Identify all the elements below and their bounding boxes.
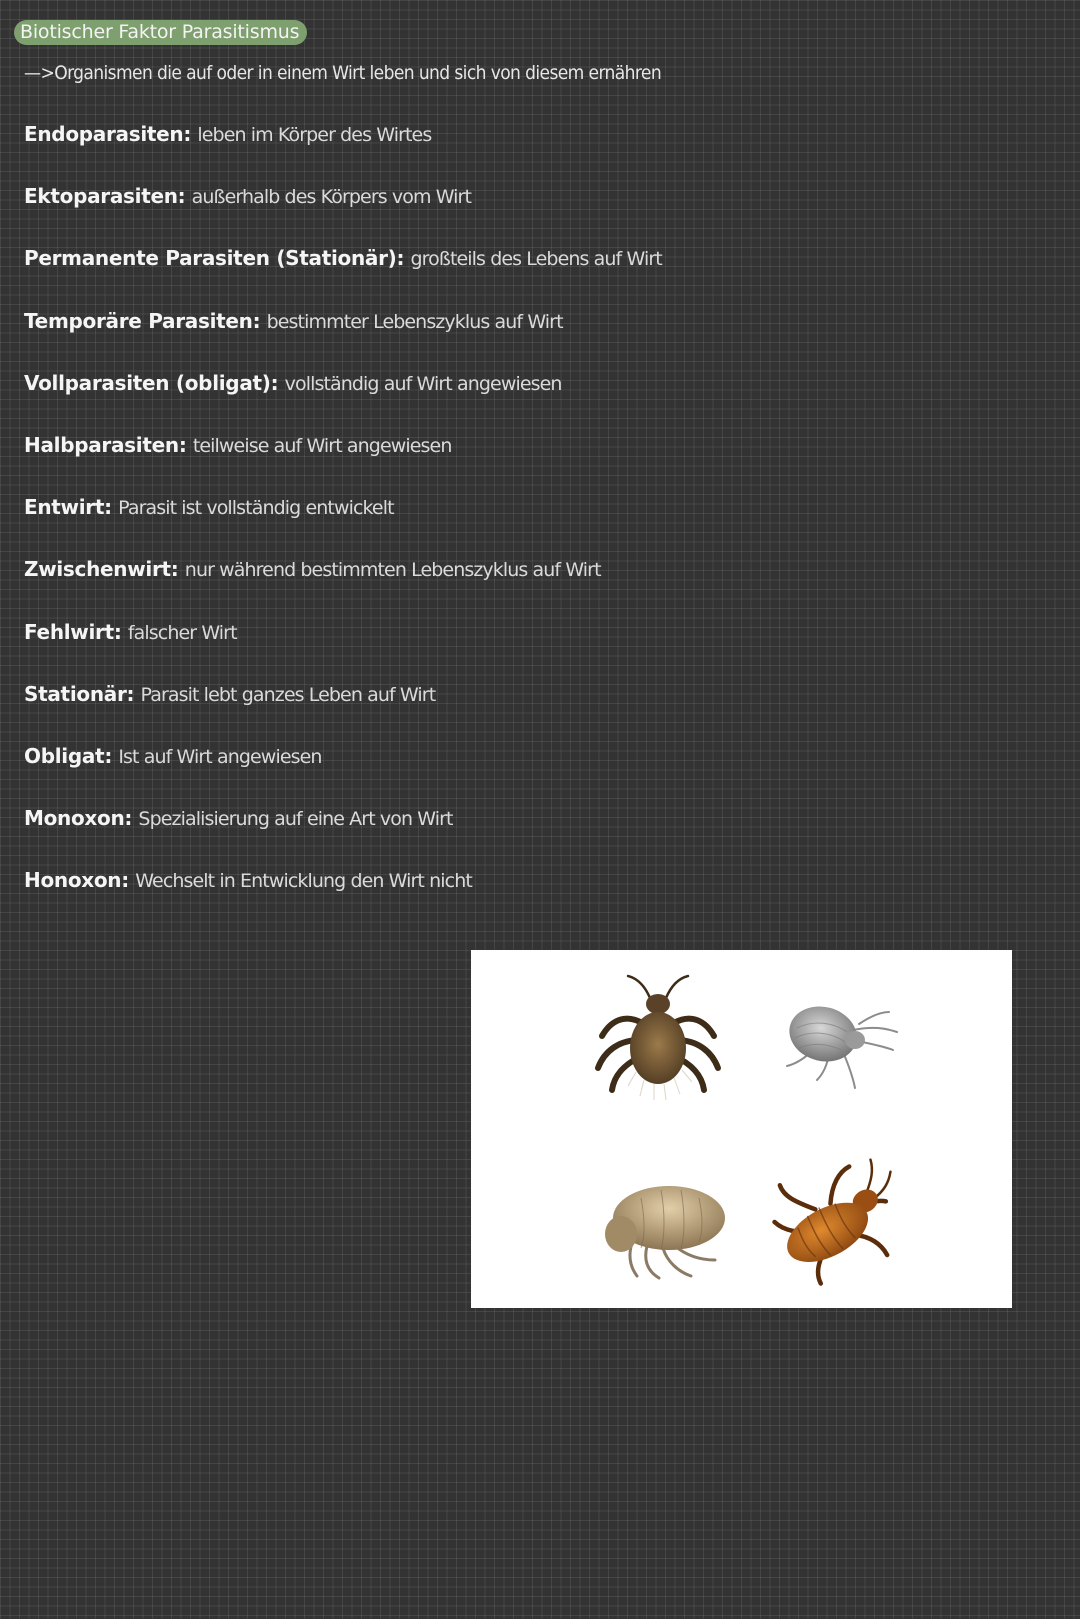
definition-item — [24, 306, 662, 368]
definition-item — [24, 617, 662, 679]
definition-term: Permanente Parasiten (Stationär) — [24, 246, 397, 271]
definition-item — [24, 865, 662, 927]
definition-description: bestimmter Lebenszyklus auf Wirt — [266, 310, 563, 333]
page-title: Biotischer Faktor Parasitismus — [14, 20, 307, 45]
head-louse-icon — [759, 1136, 925, 1295]
definition-term: Obligat — [24, 743, 105, 768]
definition-description: leben im Körper des Wirtes — [197, 124, 432, 146]
definition-description: Wechselt in Entwicklung den Wirt nicht — [135, 870, 472, 893]
definition-description: Ist auf Wirt angewiesen — [118, 745, 322, 768]
definition-description: falscher Wirt — [127, 621, 237, 644]
definition-term: Entwirt — [24, 495, 105, 520]
term-colon: : — [183, 122, 192, 146]
definition-list — [24, 119, 662, 927]
definition-term: Monoxon — [24, 806, 125, 831]
definition-description: vollständig auf Wirt angewiesen — [284, 372, 562, 395]
term-colon: : — [124, 806, 133, 831]
term-colon: : — [126, 681, 135, 706]
definition-item — [24, 181, 662, 243]
term-colon: : — [113, 619, 122, 644]
term-colon: : — [170, 557, 179, 582]
term-colon: : — [177, 184, 186, 209]
definition-item — [24, 554, 662, 616]
term-colon: : — [104, 495, 113, 520]
definition-term: Ektoparasiten — [24, 184, 178, 209]
definition-item — [24, 243, 662, 305]
definition-term: Honoxon — [24, 868, 122, 893]
definition-term: Vollparasiten (obligat) — [24, 370, 271, 395]
definition-description: großteils des Lebens auf Wirt — [410, 248, 662, 271]
definition-item — [24, 741, 662, 803]
flea-icon — [605, 1186, 725, 1278]
intro-text: —>Organismen die auf oder in einem Wirt leben und sich von diesem ernähren — [24, 62, 662, 84]
term-colon: : — [121, 868, 130, 893]
definition-term: Stationär — [24, 681, 127, 706]
definition-description: teilweise auf Wirt angewiesen — [192, 434, 452, 457]
definition-term: Fehlwirt — [24, 619, 114, 644]
definition-item — [24, 679, 662, 741]
louse-icon — [598, 976, 718, 1100]
term-colon: : — [104, 743, 113, 768]
definition-item — [24, 492, 662, 554]
definition-item — [24, 368, 662, 430]
term-colon: : — [252, 308, 261, 333]
parasite-illustration — [471, 950, 1012, 1308]
term-colon: : — [270, 370, 279, 395]
definition-description: Parasit lebt ganzes Leben auf Wirt — [140, 683, 436, 706]
term-colon: : — [178, 432, 187, 457]
definition-description: Parasit ist vollständig entwickelt — [118, 497, 394, 520]
definition-term: Halbparasiten — [24, 432, 179, 457]
term-colon: : — [396, 246, 405, 271]
definition-item — [24, 803, 662, 865]
definition-term: Zwischenwirt — [24, 557, 171, 582]
definition-item — [24, 119, 662, 181]
definition-description: außerhalb des Körpers vom Wirt — [191, 186, 472, 209]
definition-term: Endoparasiten — [24, 122, 184, 146]
definition-description: nur während bestimmten Lebenszyklus auf Wirt — [184, 559, 601, 582]
definition-item — [24, 430, 662, 492]
definition-term: Temporäre Parasiten — [24, 308, 253, 333]
bed-bug-icon — [783, 1000, 897, 1088]
definition-description: Spezialisierung auf eine Art von Wirt — [138, 808, 453, 831]
